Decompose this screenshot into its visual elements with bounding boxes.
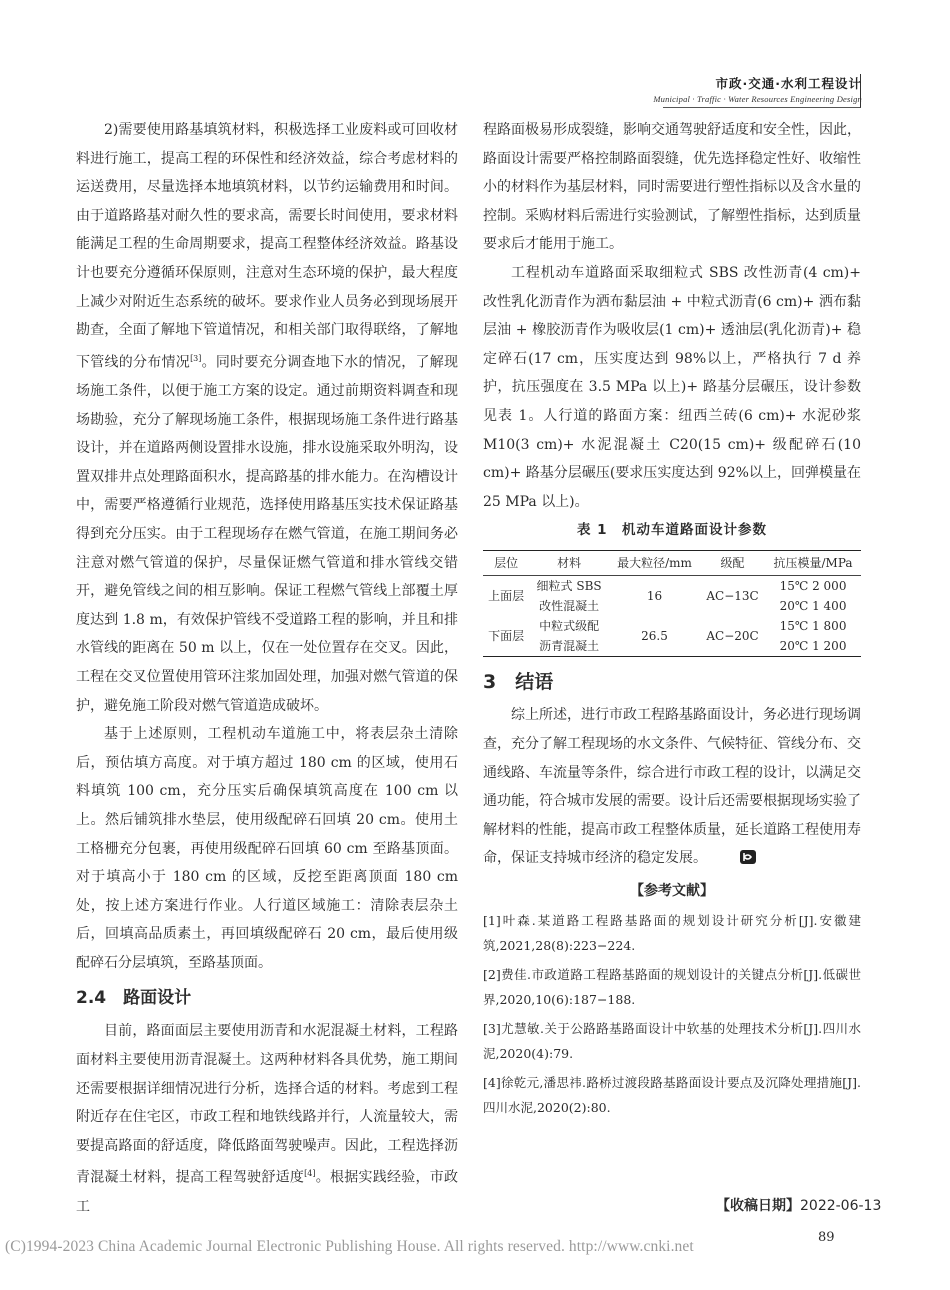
layer-cell: 下面层 bbox=[488, 629, 525, 644]
table-header-row bbox=[483, 551, 861, 576]
paragraph-structure: 工程机动车道路面采取细粒式 SBS 改性沥青(4 cm)+ 改性乳化沥青作为洒布黏层油 + 中粒式沥青(6 cm)+ 洒布黏层油 + 橡胶沥青作为吸收层(1 cm)+ 透油层(乳化沥青)+ 稳定碎石(17 cm，压实度达到 98%以上，严格执行 7 d 养护，抗压强度在 3.5 MPa 以上)+ 路基分层碾压，设计参数见表 1。人行道的路面方案：纽西兰砖(6 cm)+ 水泥砂浆 M10(3 cm)+ 水泥混凝土 C20(15 cm)+ 级配碎石(10 cm)+ 路基分层碾压(要求压实度达到 92%以上，回弹模量在 25 MPa 以上)。 bbox=[483, 264, 861, 510]
citation: [4] bbox=[304, 1169, 316, 1179]
references-list bbox=[483, 908, 861, 1120]
layer-cell: 上面层 bbox=[488, 589, 525, 604]
modulus-cell: 20℃ 1 200 bbox=[779, 639, 847, 654]
table-header-cell: 最大粒径/mm bbox=[609, 551, 700, 576]
paragraph-pavement: 目前，路面面层主要使用沥青和水泥混凝土材料，工程路面材料主要使用沥青混凝土。这两种材料各具优势，施工期间还需要根据详细情况进行分析，选择合适的材料。考虑到工程附近存在住宅区，市政工程和地铁线路并行，人流量较大，需要提高路面的舒适度，降低路面驾驶噪声。因此，工程选择沥青混凝土材料，提高工程驾驶舒适度[4]。根据实践经验，市政工 bbox=[76, 1023, 459, 1215]
reference-item: [3]尤慧敏.关于公路路基路面设计中软基的处理技术分析[J].四川水泥,2020(4):79. bbox=[483, 1020, 861, 1061]
size-cell: 16 bbox=[646, 589, 663, 604]
copyright-footer: (C)1994-2023 China Academic Journal Electronic Publishing House. All rights reserved. http://www.cnki.net bbox=[5, 1238, 694, 1255]
size-cell: 26.5 bbox=[641, 629, 668, 644]
modulus-cell: 15℃ 2 000 bbox=[779, 579, 847, 594]
section-heading-pavement: 2.4 路面设计 bbox=[76, 988, 192, 1009]
references-title: 【参考文献】 bbox=[630, 882, 714, 899]
table-header-cell: 级配 bbox=[700, 551, 765, 576]
table-caption: 表 1 机动车道路面设计参数 bbox=[576, 522, 768, 539]
right-column bbox=[483, 116, 861, 1124]
reference-item: [4]徐乾元,潘思祎.路桥过渡段路基路面设计要点及沉降处理措施[J].四川水泥,2020(2):80. bbox=[483, 1074, 861, 1115]
material-cell: 沥青混凝土 bbox=[539, 639, 600, 654]
paragraph-construction: 基于上述原则，工程机动车道施工中，将表层杂土清除后，预估填方高度。对于填方超过 180 cm 的区域，使用石料填筑 100 cm，充分压实后确保填筑高度在 100 cm 以上。然后铺筑排水垫层，使用级配碎石回填 20 cm。使用土工格栅充分包裹，再使用级配碎石回填 60 cm 至路基顶面。对于填高小于 180 cm 的区域，反挖至距离顶面 180 cm 处，按上述方案进行作业。人行道区域施工：清除表层杂土后，回填高品质素土，再回填级配碎石 20 cm，最后使用级配碎石分层填筑，至路基顶面。 bbox=[76, 726, 458, 971]
table-header-cell: 层位 bbox=[483, 551, 529, 576]
grade-cell: AC−13C bbox=[706, 589, 759, 604]
modulus-cell: 20℃ 1 400 bbox=[779, 599, 847, 614]
end-mark-icon bbox=[711, 847, 757, 876]
paragraph-conclusion: 综上所述，进行市政工程路基路面设计，务必进行现场调查，充分了解工程现场的水文条件、气候特征、管线分布、交通线路、车流量等条件，综合进行市政工程的设计，以满足交通功能，符合城市发展的需要。设计后还需要根据现场实验了解材料的性能，提高市政工程整体质量，延长道路工程使用寿命，保证支持城市经济的稳定发展。 bbox=[483, 701, 861, 876]
material-cell: 细粒式 SBS bbox=[536, 579, 602, 594]
material-cell: 中粒式级配 bbox=[539, 619, 600, 634]
received-date: 【收稿日期】2022-06-13 bbox=[716, 1198, 882, 1214]
page-number: 89 bbox=[818, 1230, 835, 1245]
journal-title-en: Municipal · Traffic · Water Resources Engineering Design bbox=[653, 94, 862, 104]
reference-item: [1]叶森.某道路工程路基路面的规划设计研究分析[J].安徽建筑,2021,28(8):223−224. bbox=[483, 912, 861, 953]
design-params-table bbox=[483, 550, 861, 657]
journal-title-cn: 市政·交通·水利工程设计 bbox=[715, 76, 862, 91]
table-row bbox=[483, 616, 861, 636]
left-column bbox=[76, 116, 458, 1221]
citation: [3] bbox=[190, 353, 202, 363]
paragraph-materials: 2)需要使用路基填筑材料，积极选择工业废料或可回收材料进行施工，提高工程的环保性和经济效益，综合考虑材料的运送费用，尽量选择本地填筑材料，以节约运输费用和时间。由于道路路基对耐久性的要求高，需要长时间使用，要求材料能满足工程的生命周期要求，提高工程整体经济效益。路基设计也要充分遵循环保原则，注意对生态环境的保护，最大程度上减少对附近生态系统的破坏。要求作业人员务必到现场展开勘查，全面了解地下管道情况，和相关部门取得联络，了解地下管线的分布情况[3]。同时要充分调查地下水的情况，了解现场施工条件，以便于施工方案的设定。通过前期资料调查和现场勘验，充分了解现场施工条件，根据现场施工条件进行路基设计，并在道路两侧设置排水设施，排水设施采取外明沟，设置双排井点处理路面积水，提高路基的排水能力。在沟槽设计中，需要严格遵循行业规范，选择使用路基压实技术保证路基得到充分压实。由于工程现场存在燃气管道，在施工期间务必注意对燃气管道的保护，尽量保证燃气管道和排水管线交错开，避免管线之间的相互影响。保证工程燃气管线上部覆土厚度达到 1.8 m，有效保护管线不受道路工程的影响，并且和排水管线的距离在 50 m 以上，仅在一处位置存在交叉。因此，工程在交叉位置使用管环注浆加固处理，加强对燃气管道的保护，避免施工阶段对燃气管道造成破坏。 bbox=[76, 122, 459, 714]
paragraph-continuation: 程路面极易形成裂缝，影响交通驾驶舒适度和安全性，因此，路面设计需要严格控制路面裂缝，优先选择稳定性好、收缩性小的材料作为基层材料，同时需要进行塑性指标以及含水量的控制。采购材料后需进行实验测试，了解塑性指标，达到质量要求后才能用于施工。 bbox=[483, 122, 861, 253]
section-heading-conclusion: 3 结语 bbox=[483, 671, 554, 694]
table-row bbox=[483, 576, 861, 597]
table-header-cell: 材料 bbox=[529, 551, 609, 576]
table-header-cell: 抗压模量/MPa bbox=[765, 551, 861, 576]
grade-cell: AC−20C bbox=[706, 629, 759, 644]
modulus-cell: 15℃ 1 800 bbox=[779, 619, 847, 634]
reference-item: [2]费佳.市政道路工程路基路面的规划设计的关键点分析[J].低碳世界,2020,10(6):187−188. bbox=[483, 966, 861, 1007]
material-cell: 改性混凝土 bbox=[539, 599, 600, 614]
